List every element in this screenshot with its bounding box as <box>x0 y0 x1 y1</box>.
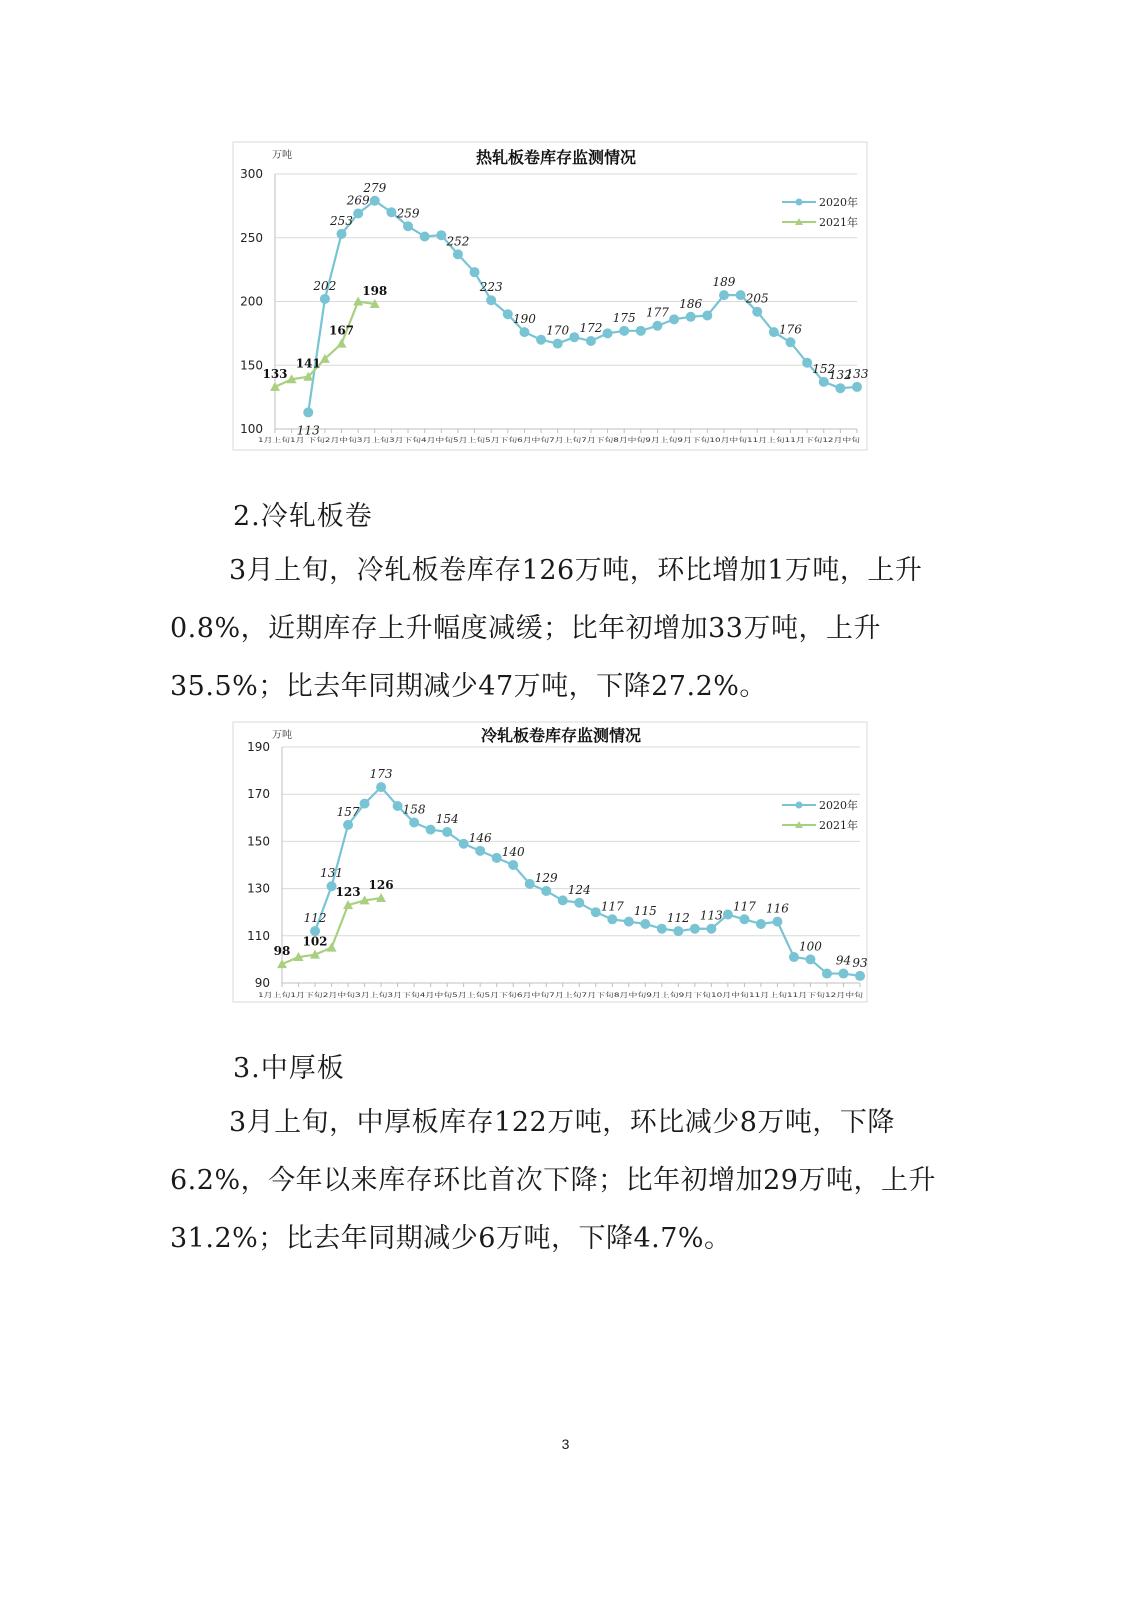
data-label: 100 <box>799 939 822 954</box>
data-point-2020 <box>706 924 716 934</box>
data-label: 167 <box>328 323 355 338</box>
data-label: 279 <box>363 180 387 195</box>
data-point-2020 <box>409 818 419 828</box>
data-label: 129 <box>534 870 558 885</box>
data-label: 223 <box>479 280 503 295</box>
data-label: 198 <box>362 284 388 299</box>
data-label: 117 <box>600 899 624 914</box>
data-label: 123 <box>335 885 361 900</box>
data-point-2020 <box>756 919 766 929</box>
y-tick-label: 200 <box>240 294 263 309</box>
y-tick-label: 110 <box>247 928 270 943</box>
data-point-2020 <box>541 886 551 896</box>
chart-title: 冷轧板卷库存监测情况 <box>480 726 642 745</box>
data-point-2020 <box>574 898 584 908</box>
legend-marker <box>796 802 803 809</box>
data-label: 117 <box>732 899 756 914</box>
medium-plate-paragraph: 3月上旬，中厚板库存122万吨，环比减少8万吨，下降6.2%，今年以来库存环比首次下降；比年初增加29万吨，上升31.2%；比去年同期减少6万吨，下降4.7%。 <box>170 1107 936 1254</box>
data-label: 177 <box>646 305 669 320</box>
legend-label: 2020年 <box>819 196 858 209</box>
data-label: 112 <box>303 911 327 926</box>
data-label: 94 <box>835 953 852 968</box>
data-point-2020 <box>591 907 601 917</box>
data-point-2020 <box>393 801 403 811</box>
data-point-2020 <box>805 954 815 964</box>
data-point-2020 <box>673 926 683 936</box>
data-point-2020 <box>723 910 733 920</box>
x-tick-labels: 1月上旬1月下旬2月中旬3月上旬3月下旬4月中旬5月上旬5月下旬6月中旬7月上旬7月下旬8月中旬9月上旬9月下旬10月中旬11月上旬11月下旬12月中旬 <box>258 991 700 999</box>
data-point-2020 <box>426 825 436 835</box>
data-label: 113 <box>296 423 320 438</box>
chart-frame <box>233 722 867 1002</box>
data-label: 140 <box>501 845 525 859</box>
data-label: 175 <box>612 310 636 325</box>
data-label: 98 <box>273 944 291 959</box>
data-point-2020 <box>838 969 848 979</box>
data-label: 141 <box>295 356 321 371</box>
cold-rolled-paragraph: 3月上旬，冷轧板卷库存126万吨，环比增加1万吨，上升0.8%，近期库存上升幅度减缓；比年初增加33万吨，上升35.5%；比去年同期减少47万吨，下降27.2%。 <box>170 555 923 702</box>
data-label: 253 <box>330 213 353 228</box>
data-label: 170 <box>546 323 570 338</box>
data-label: 126 <box>368 878 394 893</box>
data-label: 131 <box>320 866 343 881</box>
data-label: 146 <box>468 830 492 845</box>
data-label: 173 <box>369 767 393 782</box>
y-tick-label: 130 <box>247 881 270 896</box>
x-tick-labels: 1月上旬1月 下旬2月中旬3月上旬3月下旬4月中旬5月上旬5月下旬6月中旬7月上旬7月下旬8月中旬9月上旬9月下旬10月中旬11月上旬11月下旬12月中旬 <box>258 436 703 444</box>
data-label: 115 <box>633 904 657 918</box>
legend-label: 2021年 <box>819 819 858 832</box>
data-label: 186 <box>679 296 703 311</box>
y-tick-label: 90 <box>254 976 270 990</box>
data-label: 132 <box>828 368 852 383</box>
data-point-2020 <box>789 952 799 962</box>
data-point-2020 <box>558 895 568 905</box>
data-label: 157 <box>336 804 360 819</box>
data-label: 113 <box>699 908 723 923</box>
data-label: 133 <box>262 366 288 381</box>
y-tick-label: 300 <box>240 167 263 181</box>
data-label: 259 <box>396 206 420 221</box>
data-point-2020 <box>459 839 469 849</box>
data-point-2020 <box>657 924 667 934</box>
y-tick-label: 170 <box>247 787 270 802</box>
data-point-2020 <box>739 914 749 924</box>
data-point-2020 <box>822 969 832 979</box>
data-label: 154 <box>435 811 459 826</box>
data-point-2020 <box>376 782 386 792</box>
legend-label: 2021年 <box>819 216 858 229</box>
data-label: 176 <box>779 322 802 337</box>
section-heading-medium-plate: 3.中厚板 <box>233 1053 345 1084</box>
data-label: 152 <box>812 361 836 376</box>
chart-title: 热轧板卷库存监测情况 <box>475 148 637 167</box>
data-point-2020 <box>508 860 518 870</box>
data-point-2020 <box>690 924 700 934</box>
data-label: 172 <box>579 321 603 336</box>
data-point-2020 <box>492 853 502 863</box>
data-label: 102 <box>302 934 328 949</box>
data-point-2020 <box>855 971 865 981</box>
data-point-2020 <box>442 827 452 837</box>
page-number: 3 <box>561 1436 570 1452</box>
y-axis-unit: 万吨 <box>272 730 292 741</box>
y-axis-unit: 万吨 <box>272 150 292 161</box>
data-label: 116 <box>765 901 789 916</box>
y-tick-label: 100 <box>240 422 263 436</box>
data-point-2020 <box>607 914 617 924</box>
y-tick-label: 150 <box>240 358 263 373</box>
y-tick-label: 150 <box>247 834 270 849</box>
data-point-2020 <box>772 917 782 927</box>
data-label: 205 <box>745 291 769 306</box>
data-label: 124 <box>567 882 591 897</box>
data-label: 269 <box>346 193 370 208</box>
data-point-2020 <box>360 799 370 809</box>
data-label: 133 <box>845 366 869 381</box>
y-tick-label: 190 <box>247 740 270 754</box>
y-tick-label: 250 <box>240 230 263 245</box>
data-label: 112 <box>666 911 690 926</box>
data-label: 252 <box>446 234 470 249</box>
data-label: 93 <box>852 955 868 970</box>
data-point-2020 <box>624 917 634 927</box>
data-label: 158 <box>402 802 426 817</box>
data-point-2020 <box>525 879 535 889</box>
data-point-2020 <box>475 846 485 856</box>
data-point-2020 <box>343 820 353 830</box>
data-point-2020 <box>640 919 650 929</box>
data-label: 190 <box>512 312 536 327</box>
data-label: 189 <box>712 275 736 290</box>
section-heading-cold-rolled: 2.冷轧板卷 <box>233 501 373 532</box>
legend-label: 2020年 <box>819 799 858 812</box>
data-label: 202 <box>313 278 337 293</box>
